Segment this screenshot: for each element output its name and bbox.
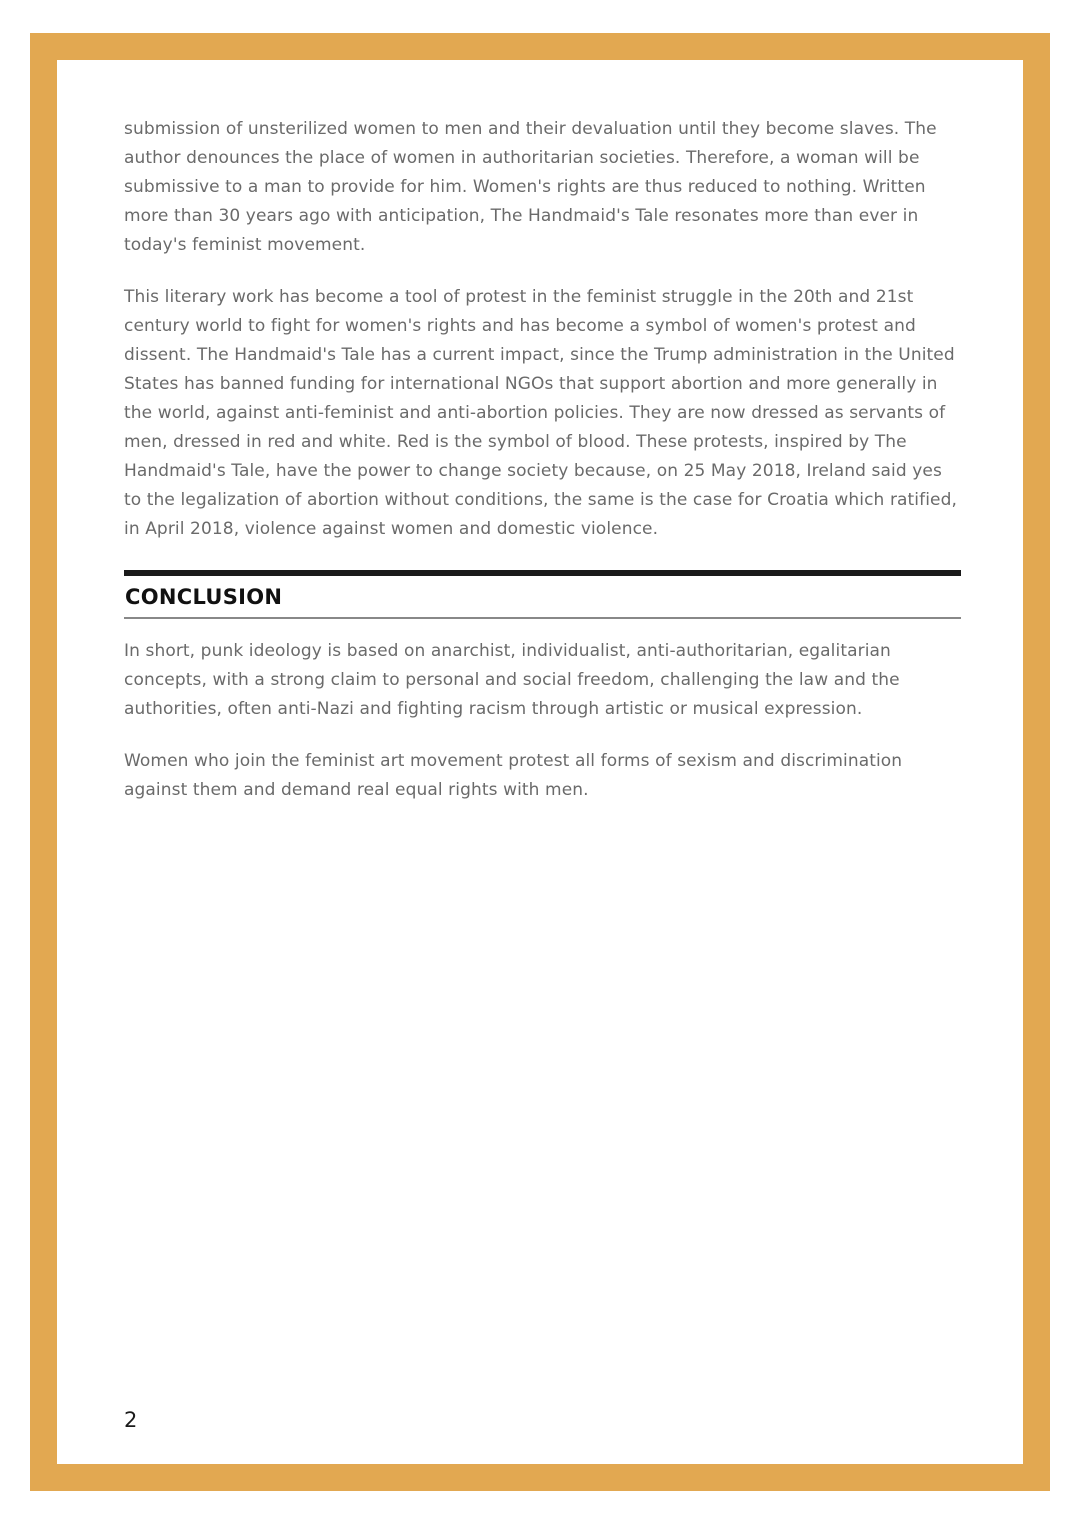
conclusion-heading: CONCLUSION: [125, 585, 283, 609]
paragraph-handmaids-tale-intro: submission of unsterilized women to men and their devaluation until they become slaves. The author denounces the place of women in authoritarian societies. Therefore, a woman will be submissive to a man to provide for him. Women's rights are thus reduced to nothing. Written more than 30 years ago with anticipation, The Handmaid's Tale resonates more than ever in today's feminist movement.: [124, 119, 937, 255]
page-number: 2: [124, 1408, 138, 1432]
conclusion-heading-block: [124, 570, 961, 619]
heading-bottom-rule: [124, 617, 961, 619]
page-content: [57, 60, 1023, 1464]
paragraph-conclusion-feminist-art: Women who join the feminist art movement protest all forms of sexism and discrimination against them and demand real equal rights with men.: [124, 751, 903, 800]
paragraph-handmaids-tale-protest: This literary work has become a tool of protest in the feminist struggle in the 20th and 21st century world to fight for women's rights and has become a symbol of women's protest and dissent. The Handmaid's Tale has a current impact, since the Trump administration in the United States has banned funding for international NGOs that support abortion and more generally in the world, against anti-feminist and anti-abortion policies. They are now dressed as servants of men, dressed in red and white. Red is the symbol of blood. These protests, inspired by The Handmaid's Tale, have the power to change society because, on 25 May 2018, Ireland said yes to the legalization of abortion without conditions, the same is the case for Croatia which ratified, in April 2018, violence against women and domestic violence.: [124, 287, 957, 539]
paragraph-conclusion-punk-ideology: In short, punk ideology is based on anarchist, individualist, anti-authoritarian, egalitarian concepts, with a strong claim to personal and social freedom, challenging the law and the authorities, often anti-Nazi and fighting racism through artistic or musical expression.: [124, 641, 900, 719]
page-frame-border: [30, 33, 1050, 1491]
